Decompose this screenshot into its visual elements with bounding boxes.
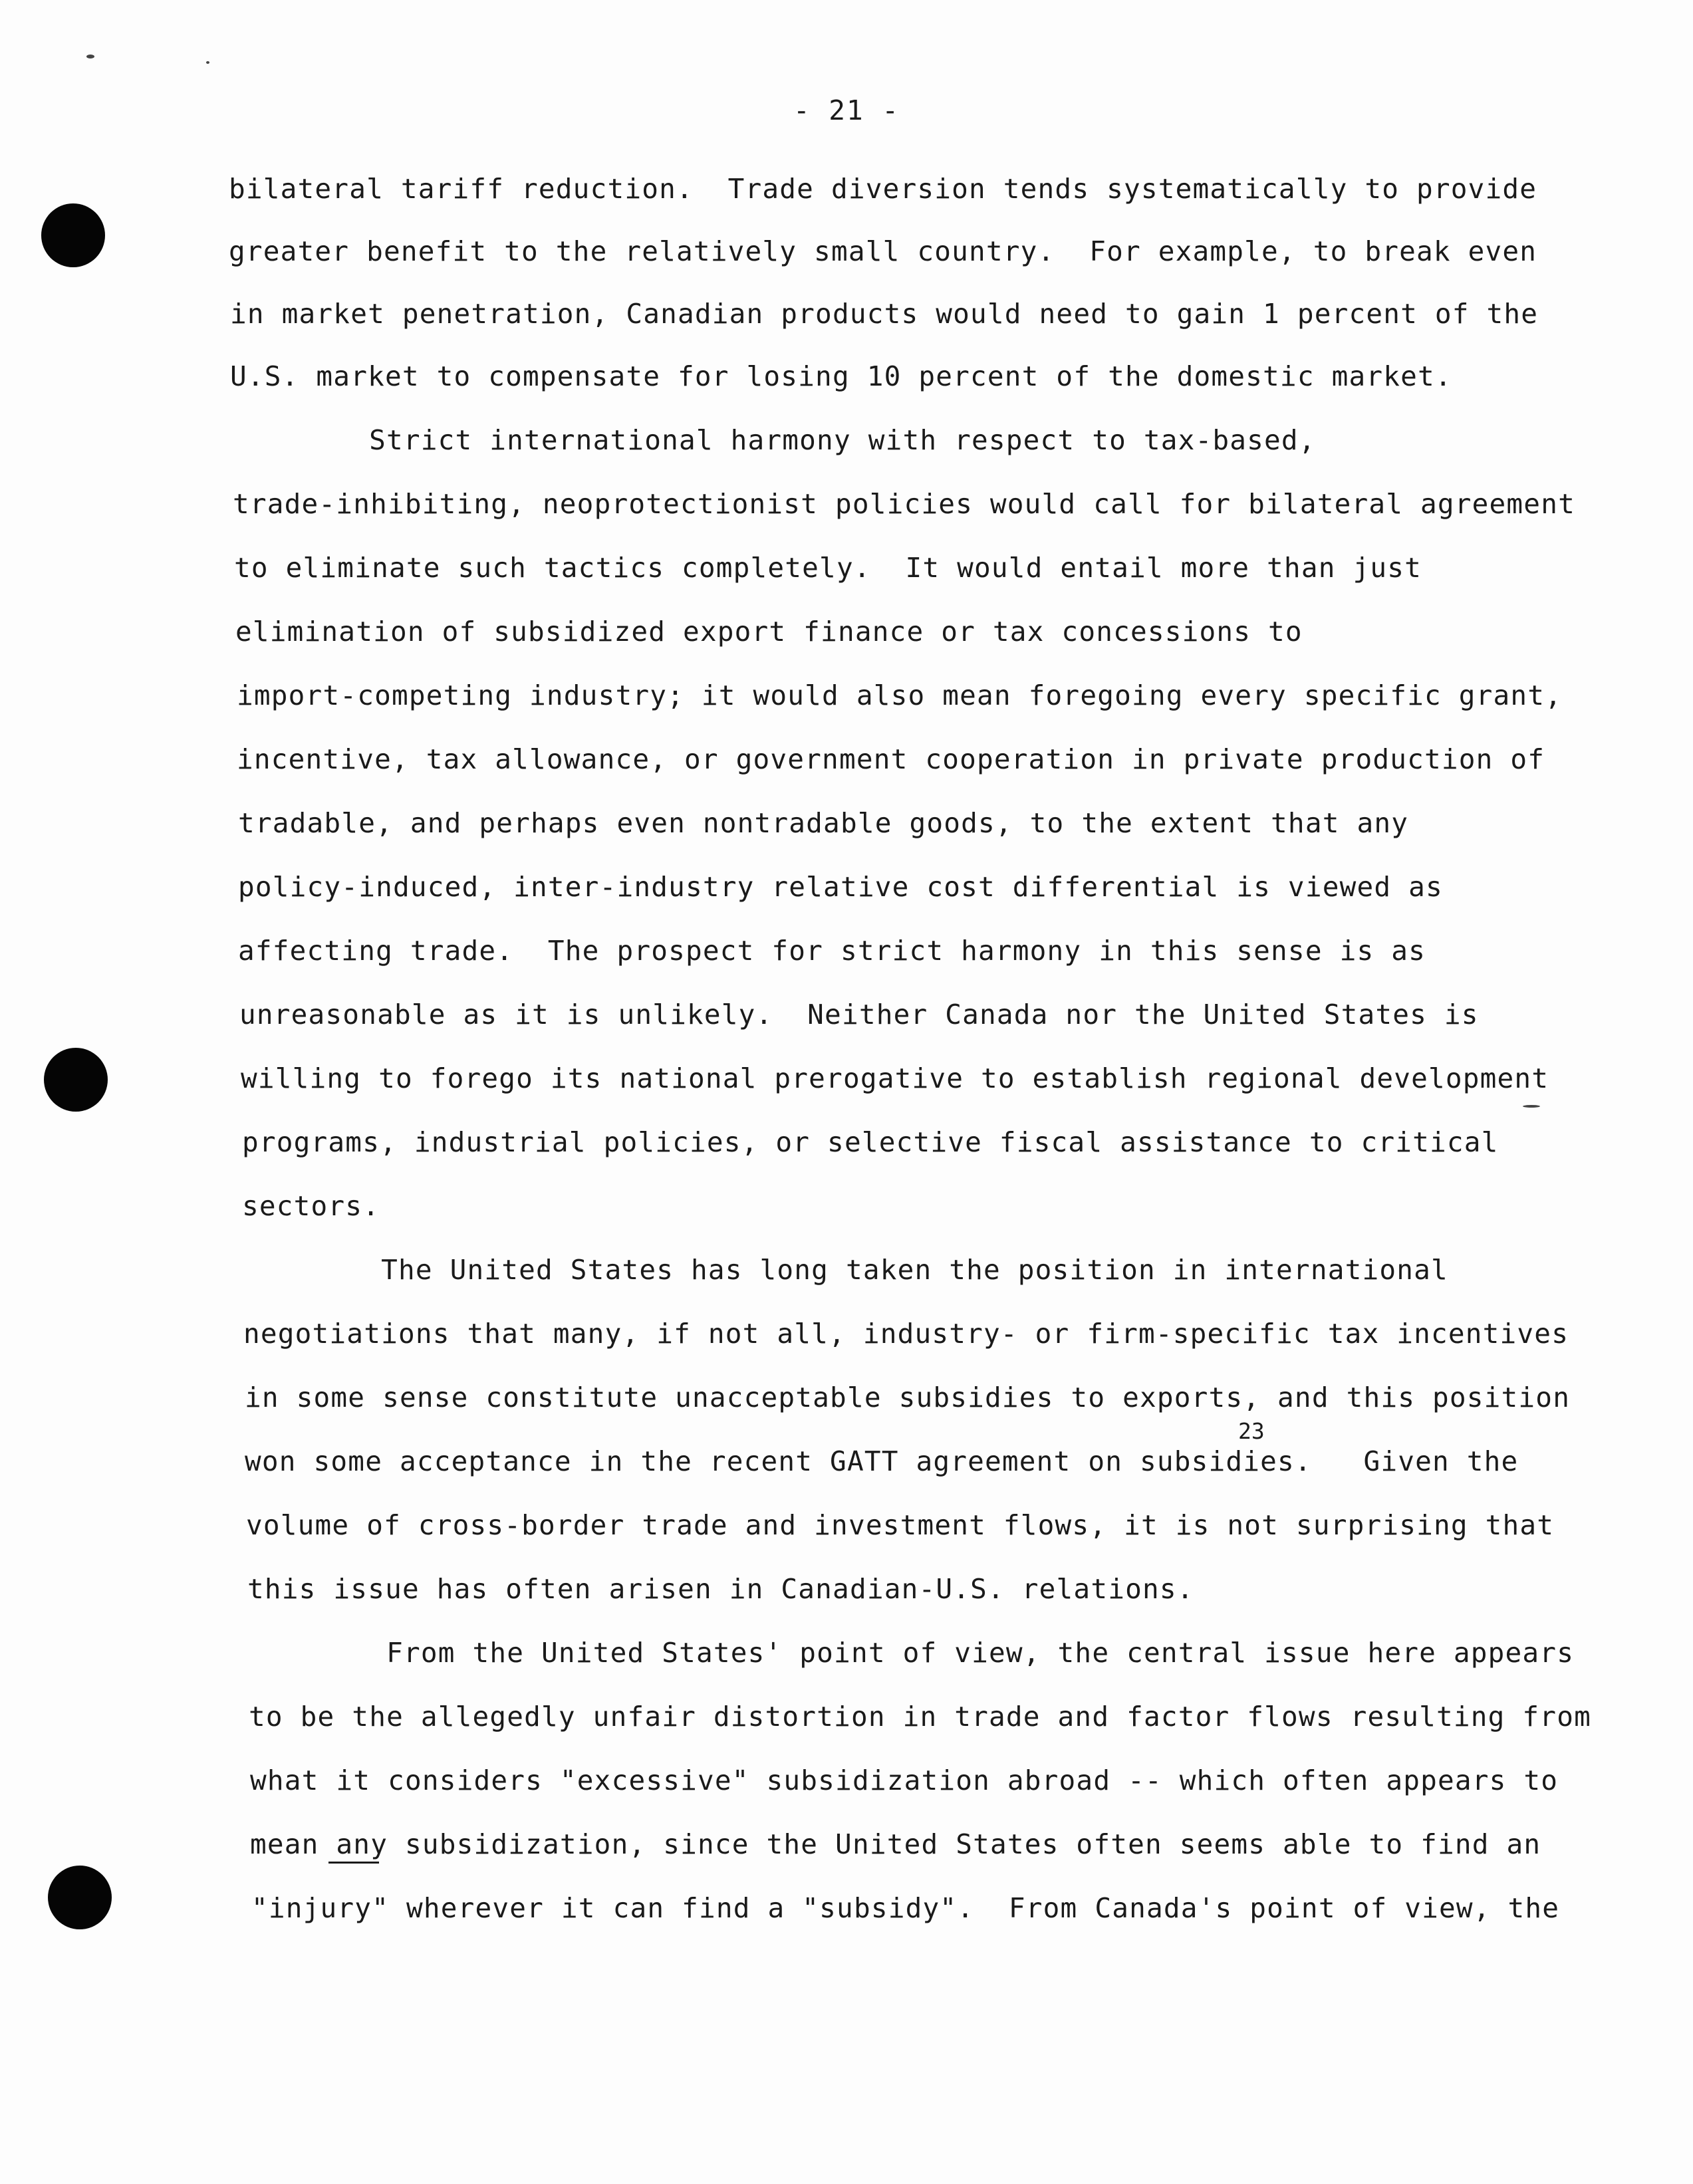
page-number: - 21 - (793, 94, 900, 126)
text-line: policy-induced, inter-industry relative cost differential is viewed as (238, 871, 1443, 903)
text-line: in some sense constitute unacceptable subsidies to exports, and this position (245, 1382, 1571, 1413)
text-line: tradable, and perhaps even nontradable goods, to the extent that any (238, 807, 1409, 839)
punch-hole-middle (44, 1048, 108, 1112)
text-line: programs, industrial policies, or selective fiscal assistance to critical (242, 1126, 1499, 1158)
text-line: this issue has often arisen in Canadian-U.S. relations. (247, 1573, 1194, 1605)
text-line: U.S. market to compensate for losing 10 percent of the domestic market. (230, 360, 1452, 392)
text-line: unreasonable as it is unlikely. Neither Canada nor the United States is (239, 999, 1479, 1031)
underline-mark (328, 1862, 379, 1864)
text-line: to be the allegedly unfair distortion in trade and factor flows resulting from (249, 1701, 1591, 1733)
punch-hole-bottom (48, 1866, 112, 1929)
text-line: "injury" wherever it can find a "subsidy". From Canada's point of view, the (251, 1892, 1560, 1924)
text-line: sectors. (242, 1190, 380, 1222)
text-line: Strict international harmony with respect to tax-based, (231, 424, 1316, 456)
text-line: willing to forego its national prerogative to establish regional development (241, 1062, 1549, 1094)
text-line: to eliminate such tactics completely. It would entail more than just (234, 552, 1422, 584)
footnote-reference: 23 (1238, 1418, 1265, 1444)
text-line: won some acceptance in the recent GATT agreement on subsidies. Given the (245, 1445, 1519, 1477)
text-line: affecting trade. The prospect for strict harmony in this sense is as (238, 935, 1426, 967)
text-line: what it considers "excessive" subsidization abroad -- which often appears to (250, 1764, 1559, 1796)
punch-hole-top (41, 203, 105, 267)
scan-speck (86, 55, 94, 59)
text-line: The United States has long taken the position in international (243, 1254, 1448, 1286)
scan-speck (206, 61, 209, 64)
text-line: elimination of subsidized export finance or tax concessions to (235, 616, 1303, 648)
text-line: bilateral tariff reduction. Trade diversion tends systematically to provide (229, 173, 1537, 205)
text-line: volume of cross-border trade and investment flows, it is not surprising that (246, 1509, 1555, 1541)
text-line: import-competing industry; it would also mean foregoing every specific grant, (237, 679, 1563, 711)
text-line: in market penetration, Canadian products would need to gain 1 percent of the (230, 298, 1539, 330)
text-line: negotiations that many, if not all, industry- or firm-specific tax incentives (243, 1318, 1569, 1350)
text-line: greater benefit to the relatively small country. For example, to break even (229, 235, 1537, 267)
scan-speck (1523, 1105, 1540, 1108)
text-line: trade-inhibiting, neoprotectionist policies would call for bilateral agreement (233, 488, 1575, 520)
text-line: incentive, tax allowance, or government cooperation in private production of (237, 743, 1545, 775)
text-line: mean any subsidization, since the United States often seems able to find an (250, 1828, 1541, 1860)
text-line: From the United States' point of view, the central issue here appears (249, 1637, 1575, 1669)
